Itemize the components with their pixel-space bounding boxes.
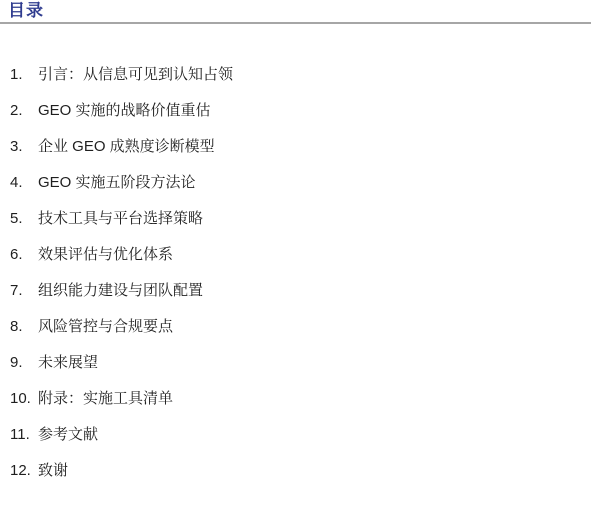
toc-item-number: 1.: [10, 66, 23, 83]
toc-item-text: 未来展望: [38, 354, 99, 371]
toc-item: [10, 175, 570, 191]
toc-item: [10, 427, 570, 443]
toc-item-number: 11.: [10, 426, 30, 443]
toc-item-number: 3.: [10, 138, 23, 155]
toc-item-number: 12.: [10, 462, 31, 479]
toc-item-number: 7.: [10, 282, 23, 299]
toc-item-number: 6.: [10, 246, 23, 263]
toc-item-text: 引言：从信息可见到认知占领: [38, 66, 234, 83]
page-title: 目录: [8, 1, 44, 20]
toc-item-number: 10.: [10, 390, 31, 407]
title-underline-rule: [0, 22, 591, 24]
toc-item: [10, 211, 570, 227]
toc-item-number: 9.: [10, 354, 23, 371]
toc-item-number: 8.: [10, 318, 23, 335]
toc-list: [10, 67, 570, 499]
toc-item: [10, 103, 570, 119]
toc-item-text: 附录：实施工具清单: [38, 390, 174, 407]
toc-item: [10, 283, 570, 299]
toc-item-text: 风险管控与合规要点: [38, 318, 174, 335]
toc-item-text: 效果评估与优化体系: [38, 246, 174, 263]
toc-item: [10, 67, 570, 83]
toc-item: [10, 355, 570, 371]
toc-item-number: 5.: [10, 210, 23, 227]
toc-item-text: 企业 GEO 成熟度诊断模型: [38, 138, 215, 155]
toc-item-number: 4.: [10, 174, 23, 191]
toc-item-text: 致谢: [38, 462, 69, 479]
toc-item: [10, 247, 570, 263]
toc-item-text: 技术工具与平台选择策略: [38, 210, 204, 227]
toc-item: [10, 463, 570, 479]
toc-item-text: 组织能力建设与团队配置: [38, 282, 204, 299]
toc-item-number: 2.: [10, 102, 23, 119]
toc-item-text: GEO 实施的战略价值重估: [38, 102, 211, 119]
toc-item: [10, 391, 570, 407]
toc-item-text: 参考文献: [38, 426, 99, 443]
toc-item-text: GEO 实施五阶段方法论: [38, 174, 196, 191]
toc-item: [10, 319, 570, 335]
toc-item: [10, 139, 570, 155]
